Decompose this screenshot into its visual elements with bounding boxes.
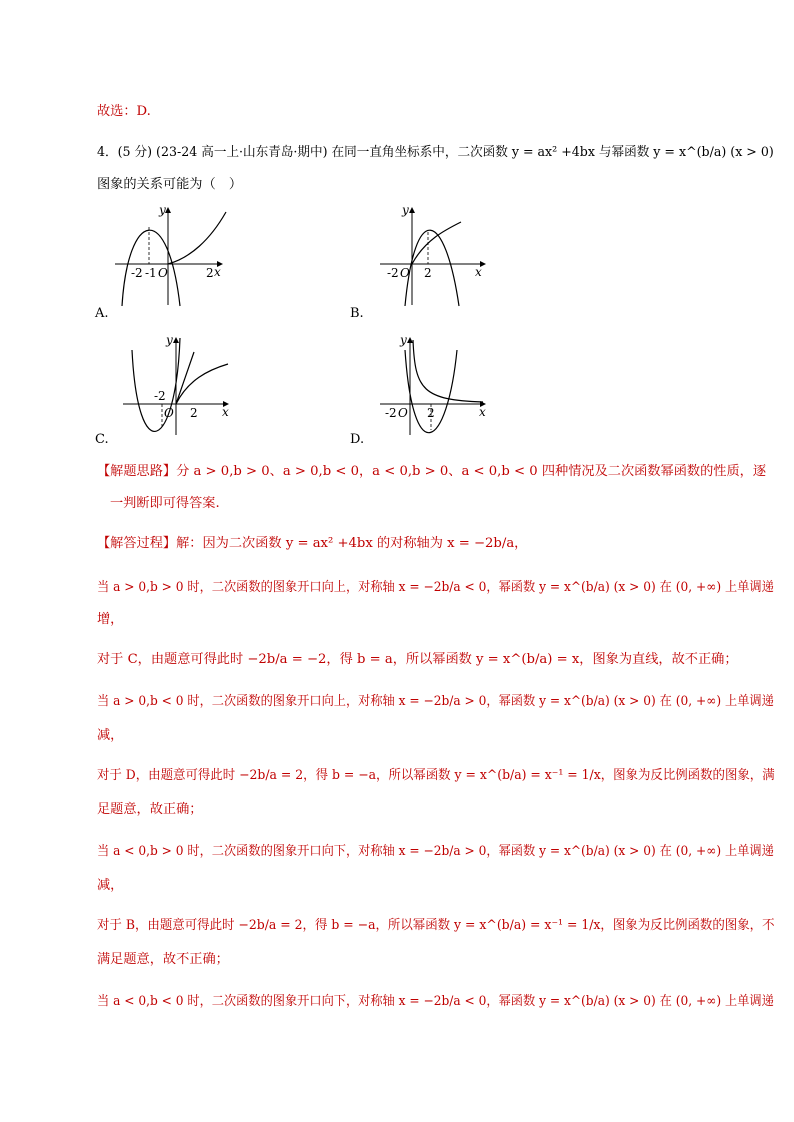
option-a-label: A. [95,306,109,321]
origin-label: O [398,406,408,420]
tick-2: 2 [206,266,214,280]
x-label: x [479,405,486,419]
case1-option-c: 对于 C，由题意可得此时 −2b/a = −2，得 b = a，所以幂函数 y = x^(b/a) = x，图象为直线，故不正确； [97,652,738,667]
tick-2: 2 [190,406,198,420]
option-d-graph [375,330,495,440]
reciprocal-curve [413,340,483,402]
origin-label: O [158,266,168,280]
case1-line-1: 当 a > 0,b > 0 时，二次函数的图象开口向上，对称轴 x = −2b/a < 0，幂函数 y = x^(b/a) (x > 0) 在 (0, +∞) 上单调递 [97,580,774,595]
x-label: x [214,265,221,279]
y-label: y [159,203,166,217]
tick-minus-1: -1 [145,266,157,280]
tick-minus-2: -2 [385,406,397,420]
question-line-1: 4．(5 分) (23-24 高一上·山东青岛·期中) 在同一直角坐标系中，二次函数 y = ax² +4bx 与幂函数 y = x^(b/a) (x > 0) [97,145,774,160]
y-label: y [166,333,173,347]
power-curve [176,364,228,404]
case2-line-1: 当 a > 0,b < 0 时，二次函数的图象开口向上，对称轴 x = −2b/a > 0，幂函数 y = x^(b/a) (x > 0) 在 (0, +∞) 上单调递 [97,694,774,709]
tick-minus-2: -2 [154,389,166,403]
case3-line-2: 减， [97,878,124,893]
power-curve [168,212,226,264]
case3-option-b-1: 对于 B，由题意可得此时 −2b/a = 2，得 b = −a，所以幂函数 y = x^(b/a) = x⁻¹ = 1/x，图象为反比例函数的图象，不 [97,918,775,933]
previous-answer: 故选：D. [97,104,151,119]
case1-line-2: 增， [97,612,124,627]
x-label: x [222,405,229,419]
y-label: y [400,333,407,347]
option-d-label: D. [350,432,365,447]
solution-idea-line-1: 【解题思路】分 a > 0,b > 0、a > 0,b < 0，a < 0,b > 0、a < 0,b < 0 四种情况及二次函数幂函数的性质，逐 [97,464,767,479]
y-label: y [402,203,409,217]
option-b-label: B. [350,306,364,321]
solution-idea-line-2: 一判断即可得答案. [110,496,220,511]
parabola-curve [405,230,459,306]
case3-line-1: 当 a < 0,b > 0 时，二次函数的图象开口向下，对称轴 x = −2b/a > 0，幂函数 y = x^(b/a) (x > 0) 在 (0, +∞) 上单调递 [97,844,774,859]
case2-line-2: 减， [97,728,124,743]
case3-option-b-2: 满足题意，故不正确； [97,952,229,967]
solution-process-line-1: 【解答过程】解：因为二次函数 y = ax² +4bx 的对称轴为 x = −2b/a， [97,536,528,551]
question-line-2: 图象的关系可能为（ ） [97,177,243,192]
option-b-graph [375,200,495,310]
tick-minus-2: -2 [387,266,399,280]
tick-minus-2: -2 [131,266,143,280]
case2-option-d-2: 足题意，故正确； [97,802,203,817]
origin-label: O [164,406,174,420]
tick-2: 2 [424,266,432,280]
option-c-graph [118,330,238,440]
case2-option-d-1: 对于 D，由题意可得此时 −2b/a = 2，得 b = −a，所以幂函数 y = x^(b/a) = x⁻¹ = 1/x，图象为反比例函数的图象，满 [97,768,775,783]
x-label: x [475,265,482,279]
tick-2: 2 [427,406,435,420]
option-c-label: C. [95,432,109,447]
origin-label: O [400,266,410,280]
case4-line-1: 当 a < 0,b < 0 时，二次函数的图象开口向下，对称轴 x = −2b/a < 0，幂函数 y = x^(b/a) (x > 0) 在 (0, +∞) 上单调递 [97,994,774,1009]
option-a-graph [110,200,240,310]
power-curve [412,222,461,264]
